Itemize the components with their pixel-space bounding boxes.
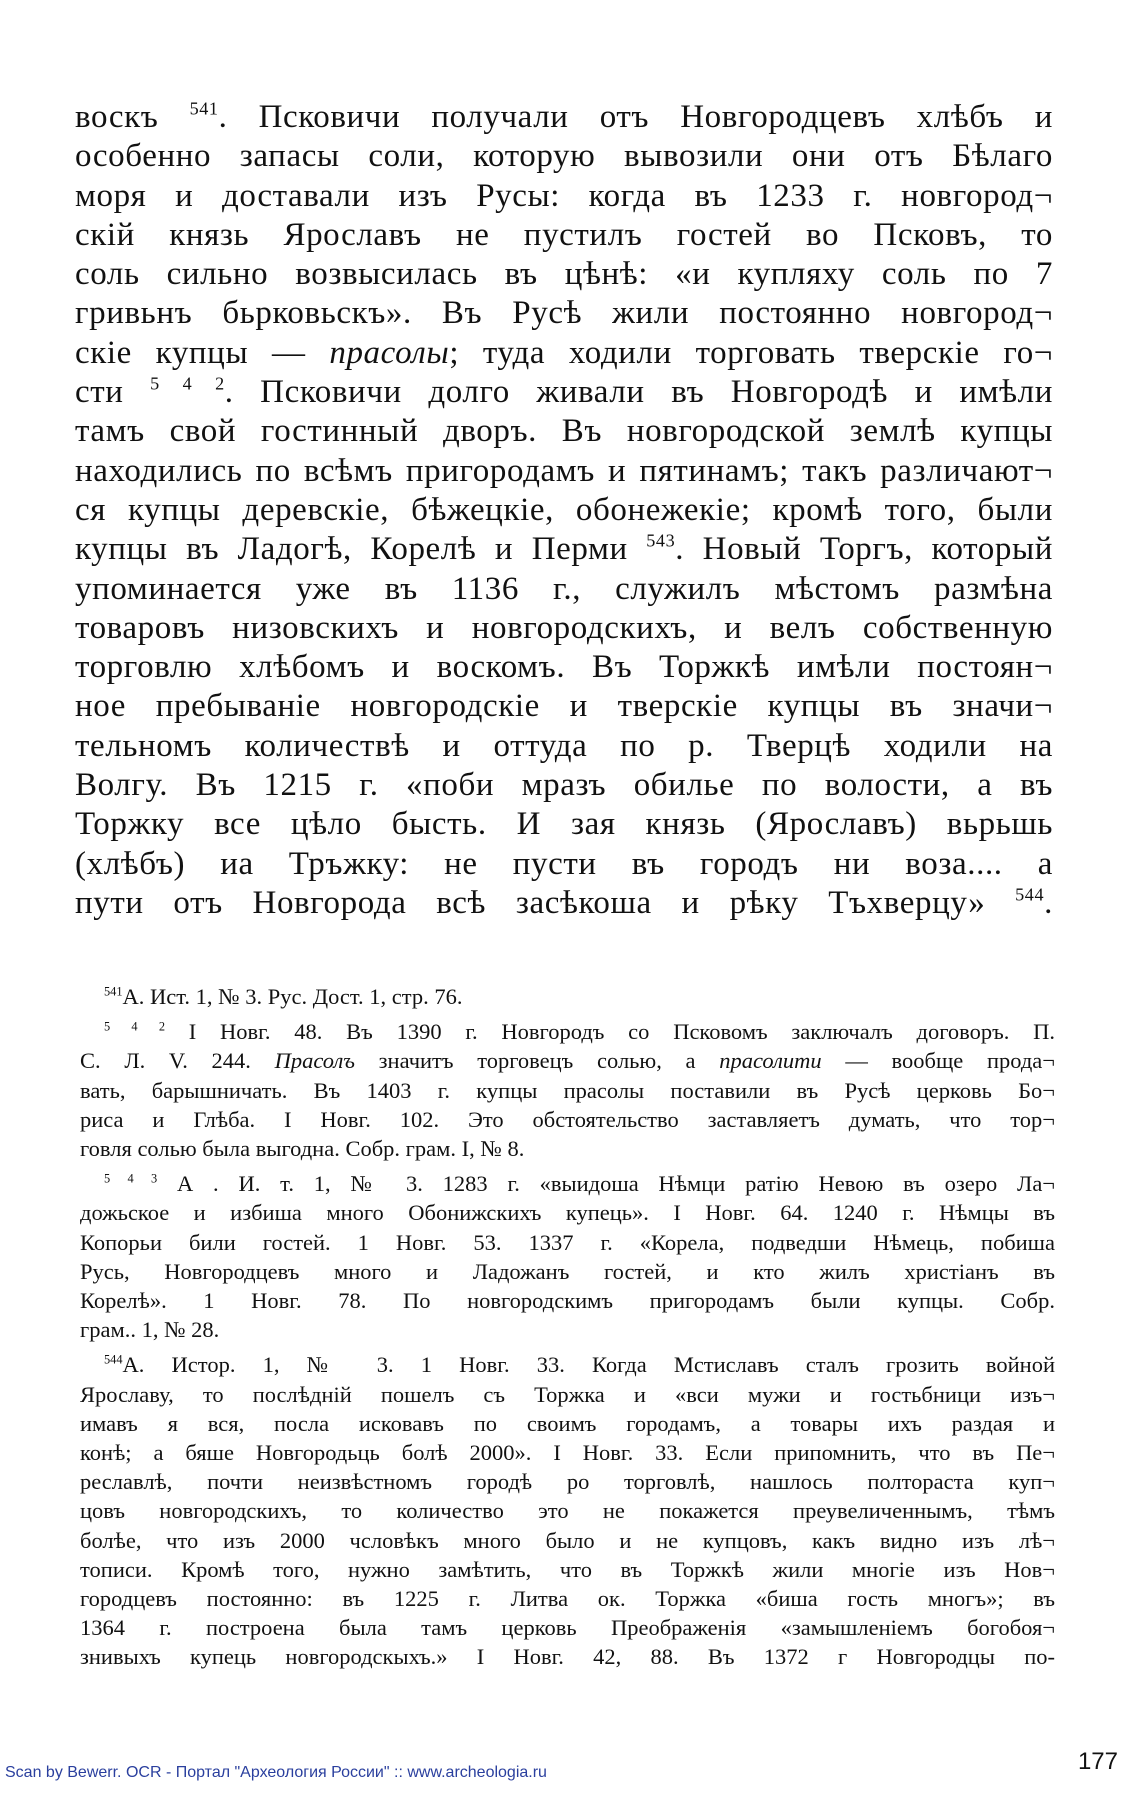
text-line: упоминается уже въ 1136 г., служилъ мѣстомъ размѣна [75, 570, 1053, 607]
footnote-ref[interactable]: 541 [189, 98, 219, 119]
footnote-ref[interactable]: 5 4 2 [150, 373, 225, 394]
footnote-mark: 541 [104, 984, 123, 999]
text-line: тамъ свой гостинный дворъ. Въ новгородской землѣ купцы [75, 413, 1053, 450]
text-line: Торжку все цѣло бысть. И зая князь (Ярославъ) вьрьшь [75, 806, 1053, 843]
text-line: пути отъ Новгорода всѣ засѣкоша и рѣку Тъхверцу» $^{544}$. [75, 884, 1053, 921]
text-line: воскъ $^{541}$. Псковичи получали отъ Новгородцевъ хлѣбъ и [75, 98, 1053, 135]
footnote: $^{541}$А. Ист. 1, № 3. Рус. Дост. 1, стр. 76. [104, 984, 463, 1009]
text-line: торговлю хлѣбомъ и воскомъ. Въ Торжкѣ имѣли постоян¬ [75, 649, 1053, 686]
text-line: (хлѣбъ) иа Тръжку: не пусти въ городъ ни воза.... а [75, 845, 1053, 882]
footnote-ref[interactable]: 543 [646, 530, 676, 551]
footnote-mark: 5 4 2 [104, 1019, 166, 1034]
footnote-mark: 5 4 3 [104, 1171, 158, 1186]
text-line: Волгу. Въ 1215 г. «поби мразъ обилье по волости, а въ [75, 767, 1053, 804]
footnote-mark: 544 [104, 1352, 123, 1367]
scan-credit-link[interactable]: Scan by Bewerr. OCR - Портал "Археология России" :: www.archeologia.ru [5, 1764, 547, 1781]
footnote: $^{5 4 2}$ I Новг. 48. Въ 1390 г. Новгородъ со Псковомъ заключалъ договоръ. П. С. Л. V. 244. Прасолъ значитъ торговецъ солью, а прасолити — вообще прода¬ вать, барышничать. Въ 1403 г. купцы прасолы поставили въ Русѣ церковь Бо¬ риса и Глѣба. I Новг. 102. Это обстоятельство заставляетъ думать, что тор¬ говля солью была выгодна. Собр. грам. I, № 8. [80, 1019, 1056, 1162]
text-line: ся купцы деревскіе, бѣжецкіе, обонежекіе; кромѣ того, были [75, 491, 1053, 528]
text-line: купцы въ Ладогѣ, Корелѣ и Перми $^{543}$. Новый Торгъ, который [75, 530, 1054, 568]
main-text-block [75, 98, 1053, 923]
footnote: $^{5 4 3}$ А . И. т. 1, № 3. 1283 г. «выидоша Нѣмци ратію Невою въ озеро Ла¬ дожьское и избиша много Обонижскихъ купець». I Новг. 64. 1240 г. Нѣмцы въ Копорьи били гостей. 1 Новг. 53. 1337 г. «Корела, подведши Нѣмець, побиша Русь, Новгородцевъ много и Ладожанъ гостей, и кто жилъ христіанъ въ Корелѣ». 1 Новг. 78. По новгородскимъ пригородамъ были купцы. Собр. грам.. 1, № 28. [80, 1171, 1055, 1343]
text-line: тельномъ количествѣ и оттуда по р. Тверцѣ ходили на [75, 727, 1053, 764]
text-line: скій князь Ярославъ не пустилъ гостей во Псковъ, то [75, 216, 1053, 253]
footnote: $^{544}$А. Истор. 1, № 3. 1 Новг. 33. Когда Мстиславъ сталъ грозить войной Ярославу, то послѣдній пошелъ съ Торжка и «вси мужи и гостьбници изъ¬ имавъ я вся, посла исковавъ по своимъ городамъ, а товары ихъ раздая и конѣ; а бяше Новгородьць болѣ 2000». I Новг. 33. Если припомнить, что въ Пе¬ реславлѣ, почти неизвѣстномъ городѣ ро торговлѣ, нашлось полтораста куп¬ цовъ новгородскихъ, то количество это не покажется преувеличеннымъ, тѣмъ болѣе, что изъ 2000 чсловѣкъ много было и не купцовъ, какъ видно изъ лѣ¬ тописи. Кромѣ того, нужно замѣтить, что въ Торжкѣ жили многіе изъ Нов¬ городцевъ постоянно: въ 1225 г. Литва ок. Торжка «биша гость многъ»; въ 1364 г. построена была тамъ церковь Преображенія «замышленіемъ богобоя¬ знивыхъ купець новгородскыхъ.» I Новг. 42, 88. Въ 1372 г Новгородцы по- [80, 1352, 1055, 1670]
text-line: ное пребываніе новгородскіе и тверскіе купцы въ значи¬ [75, 688, 1053, 725]
text-line: товаровъ низовскихъ и новгородскихъ, и велъ собственную [75, 609, 1053, 646]
text-line: моря и доставали изъ Русы: когда въ 1233 г. новгород¬ [75, 177, 1053, 214]
text-line: скіе купцы — прасолы; туда ходили торговать тверскіе го¬ [75, 334, 1054, 371]
footnotes-block [80, 982, 1055, 1678]
text-line: находились по всѣмъ пригородамъ и пятинамъ; такъ различают¬ [75, 452, 1053, 489]
text-line: соль сильно возвысилась въ цѣнѣ: «и купляху соль по 7 [75, 256, 1053, 293]
text-line: гривьнъ бьрковьскъ». Въ Русѣ жили постоянно новгород¬ [75, 295, 1053, 332]
page-number: 177 [1077, 1748, 1118, 1775]
text-line: особенно запасы соли, которую вывозили они отъ Бѣлаго [75, 138, 1053, 175]
text-line: сти $^{5 4 2}$. Псковичи долго живали въ Новгородѣ и имѣли [75, 373, 1053, 411]
footnote-ref[interactable]: 544 [1015, 884, 1045, 905]
